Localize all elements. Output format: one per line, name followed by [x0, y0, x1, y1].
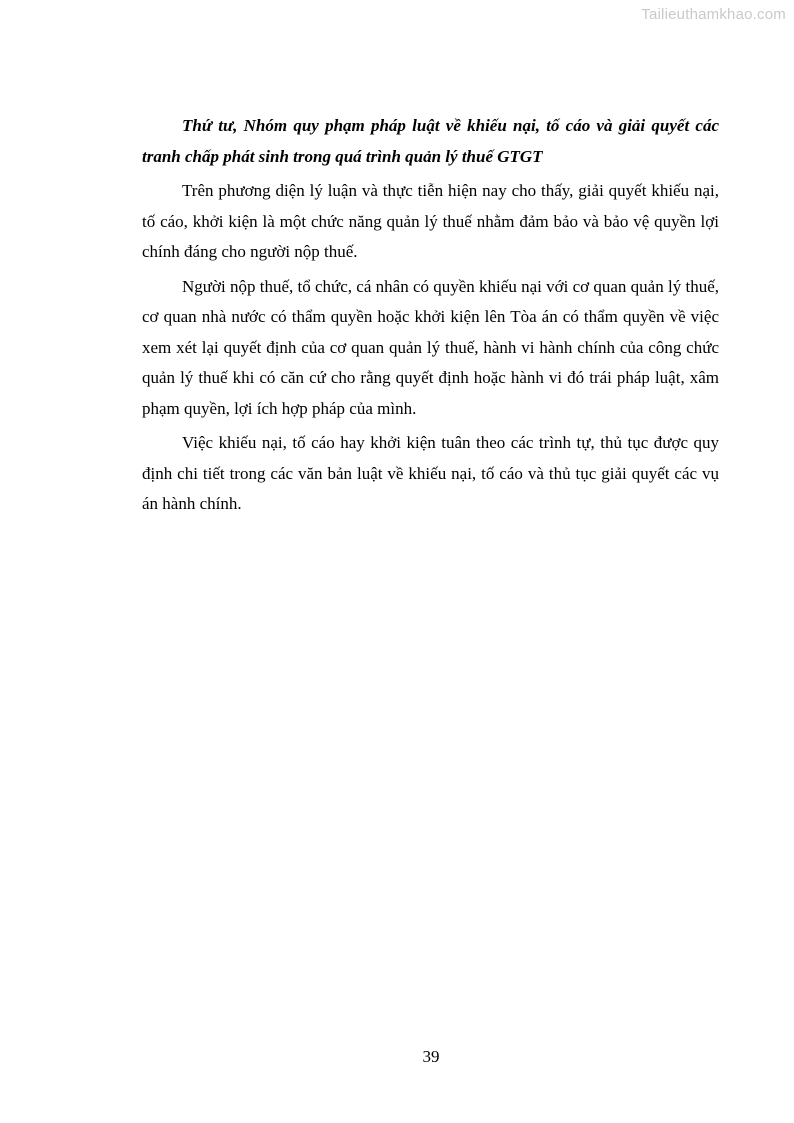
page-number: 39 — [422, 1047, 440, 1066]
document-body — [142, 111, 719, 524]
section-heading: Thứ tư, Nhóm quy phạm pháp luật về khiếu nại, tố cáo và giải quyết các tranh chấp phát sinh trong quá trình quản lý thuế GTGT — [142, 116, 719, 166]
paragraph: Người nộp thuế, tổ chức, cá nhân có quyền khiếu nại với cơ quan quản lý thuế, cơ quan nhà nước có thẩm quyền hoặc khởi kiện lên Tòa án có thẩm quyền về việc xem xét lại quyết định của cơ quan quản lý thuế, hành vi hành chính của công chức quản lý thuế khi có căn cứ cho rằng quyết định hoặc hành vi đó trái pháp luật, xâm phạm quyền, lợi ích hợp pháp của mình. — [142, 276, 719, 418]
paragraph: Việc khiếu nại, tố cáo hay khởi kiện tuân theo các trình tự, thủ tục được quy định chi tiết trong các văn bản luật về khiếu nại, tố cáo và thủ tục giải quyết các vụ án hành chính. — [142, 433, 719, 513]
watermark: Tailieuthamkhao.com — [641, 6, 786, 23]
paragraph: Trên phương diện lý luận và thực tiễn hiện nay cho thấy, giải quyết khiếu nại, tố cáo, khởi kiện là một chức năng quản lý thuế nhằm đảm bảo và bảo vệ quyền lợi chính đáng cho người nộp thuế. — [142, 181, 719, 261]
